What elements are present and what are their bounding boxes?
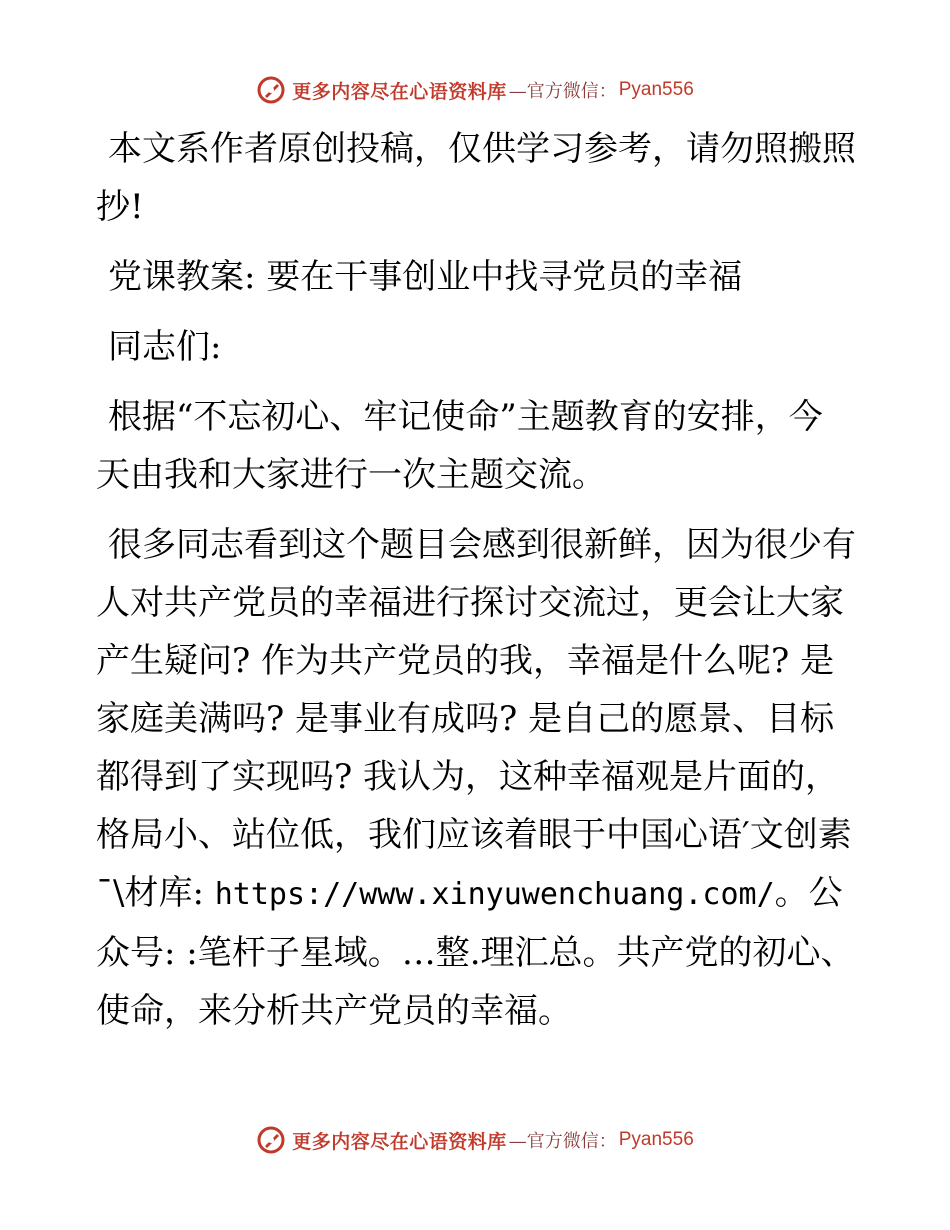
document-title: 党课教案: 要在干事创业中找寻党员的幸福 [108,257,743,297]
main-paragraph [96,516,856,1040]
banner-wechat-id: Pyan556 [618,79,694,100]
pen-logo-icon [256,1125,286,1155]
banner-sub-text: —官方微信： [508,1131,617,1152]
header-banner [0,72,950,108]
website-url: https://www.xinyuwenchuang.com/ [214,877,775,912]
disclaimer-paragraph: 本文系作者原创投稿，仅供学习参考，请勿照搬照抄! [96,129,856,227]
banner-main-text: 更多内容尽在心语资料库 [292,80,507,103]
document-body [96,120,856,1052]
intro-paragraph: 根据“不忘初心、牢记使命”主题教育的安排，今天由我和大家进行一次主题交流。 [96,397,823,495]
footer-banner [0,1122,950,1158]
pen-logo-icon [256,75,286,105]
banner-sub-text: —官方微信： [508,81,617,102]
salutation: 同志们: [108,327,222,367]
main-paragraph-part1: 很多同志看到这个题目会感到很新鲜，因为很少有人对共产党员的幸福进行探讨交流过，更会让大家产生疑问? 作为共产党员的我，幸福是什么呢? 是家庭美满吗? 是事业有成吗? 是自己的愿景、目标都得到了实现吗? 我认为，这种幸福观是片面的，格局小、站位低，我们应该着眼于中国心语′文创素¯\材库: [96,525,856,913]
banner-wechat-id: Pyan556 [618,1129,694,1150]
banner-main-text: 更多内容尽在心语资料库 [292,1130,507,1153]
main-paragraph-part2: 。公众号: :笔杆子星域。…整.理汇总。共产党的初心、使命，来分析共产党员的幸福。 [96,873,855,1031]
